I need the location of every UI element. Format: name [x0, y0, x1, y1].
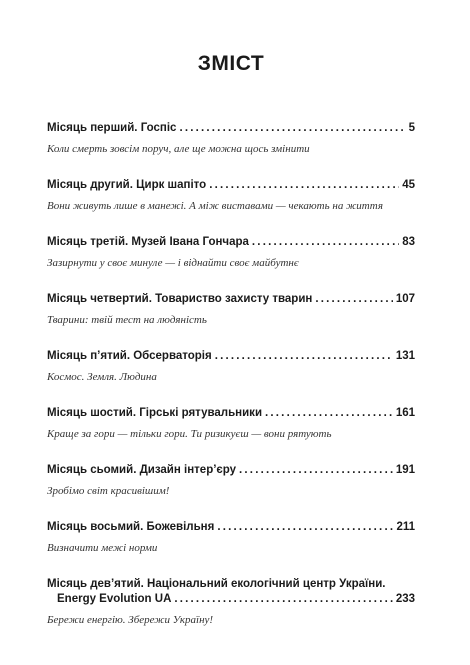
chapter-subtitle: Тварини: твій тест на людяність: [47, 314, 207, 326]
page-number: 5: [408, 122, 415, 134]
dot-leader: [209, 178, 399, 193]
dot-leader: [179, 121, 405, 136]
chapter-subtitle: Визначити межі норми: [47, 542, 158, 554]
toc-entry[interactable]: [47, 292, 415, 327]
dot-leader: [315, 292, 392, 307]
chapter-title: Місяць четвертий. Товариство захисту тварин: [47, 293, 313, 305]
dot-leader: [252, 235, 399, 250]
toc-entry-line: [47, 178, 415, 193]
chapter-title: Місяць сьомий. Дизайн інтер’єру: [47, 464, 237, 476]
dot-leader: [265, 406, 393, 421]
dot-leader: [215, 349, 393, 364]
chapter-title: Energy Evolution UA: [57, 593, 172, 605]
toc-entry[interactable]: [47, 406, 415, 441]
dot-leader: [174, 592, 392, 607]
dot-leader: [239, 463, 393, 478]
chapter-title-line1: Місяць дев’ятий. Національний екологічний центр України.: [47, 578, 386, 590]
page-number: 107: [395, 293, 415, 305]
toc-entry-line: [47, 349, 415, 364]
toc-entry[interactable]: [47, 349, 415, 384]
chapter-subtitle: Зазирнути у своє минуле — і віднайти своє майбутнє: [47, 257, 299, 269]
toc-entry[interactable]: [47, 235, 415, 270]
chapter-title: Місяць шостий. Гірські рятувальники: [47, 407, 263, 419]
chapter-subtitle: Вони живуть лише в манежі. А між виставами — чекають на життя: [47, 200, 383, 212]
page-number: 45: [402, 179, 415, 191]
toc-entry[interactable]: [47, 121, 415, 156]
chapter-subtitle: Краще за гори — тільки гори. Ти ризикуєш — вони рятують: [47, 428, 332, 440]
chapter-subtitle: Зробімо світ красивішим!: [47, 485, 170, 497]
page-number: 233: [395, 593, 415, 605]
page-number: 161: [395, 407, 415, 419]
toc-entry[interactable]: [47, 463, 415, 498]
dot-leader: [217, 520, 393, 535]
chapter-subtitle: Космос. Земля. Людина: [47, 371, 157, 383]
page-number: 191: [395, 464, 415, 476]
toc-page: [47, 0, 415, 665]
chapter-title: Місяць п’ятий. Обсерваторія: [47, 350, 212, 362]
chapter-title: Місяць другий. Цирк шапіто: [47, 179, 207, 191]
toc-entry-line: [47, 406, 415, 421]
toc-entry-line: [47, 463, 415, 478]
chapter-subtitle: Бережи енергію. Збережи Україну!: [47, 614, 214, 626]
chapter-title: Місяць третій. Музей Івана Гончара: [47, 236, 249, 248]
chapter-title: Місяць восьмий. Божевільня: [47, 521, 215, 533]
toc-entry-line: [47, 520, 415, 535]
chapter-subtitle: Коли смерть зовсім поруч, але ще можна щось змінити: [47, 143, 310, 155]
toc-entry[interactable]: [47, 577, 415, 627]
toc-entry[interactable]: [47, 178, 415, 213]
toc-entry[interactable]: [47, 520, 415, 555]
toc-entry-line: [47, 235, 415, 250]
toc-entry-line: [47, 121, 415, 136]
toc-entry-line: [47, 292, 415, 307]
page-number: 83: [402, 236, 415, 248]
page-title: ЗМІСТ: [197, 52, 265, 75]
chapter-title: Місяць перший. Госпіс: [47, 122, 177, 134]
page-number: 131: [395, 350, 415, 362]
toc-entry-line: [47, 592, 415, 607]
page-number: 211: [396, 521, 415, 533]
